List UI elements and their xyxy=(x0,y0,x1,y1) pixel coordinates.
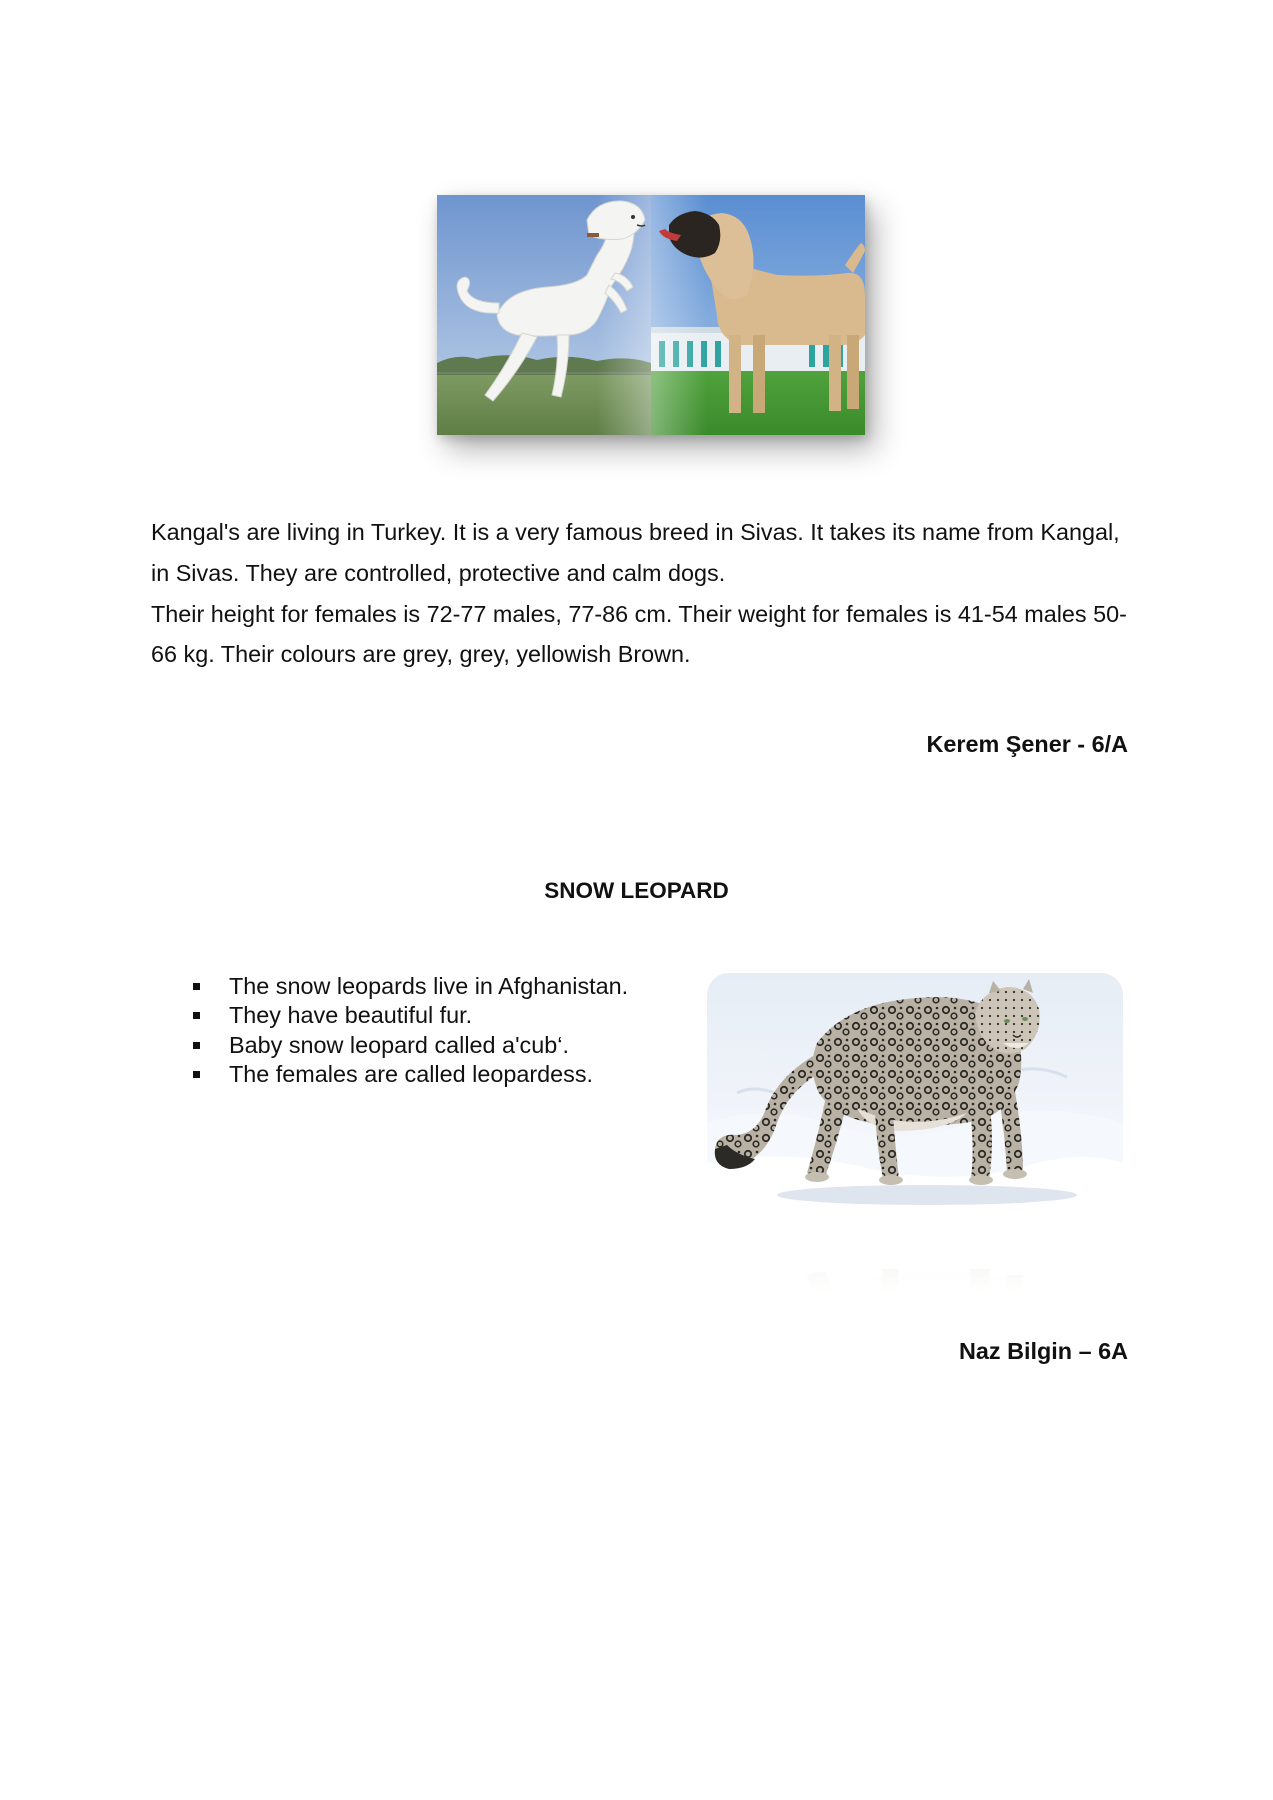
fact-text: They have beautiful fur. xyxy=(229,1002,473,1029)
fact-text: Baby snow leopard called a'cub‘. xyxy=(229,1031,569,1058)
kangal-author: Kerem Şener - 6/A xyxy=(926,731,1128,757)
bullet-icon xyxy=(193,983,200,990)
list-item xyxy=(190,1031,628,1060)
kangal-photo xyxy=(437,195,865,435)
snow-leopard-facts xyxy=(190,972,628,1089)
snow-leopard-photo xyxy=(707,973,1123,1223)
kangal-paragraph-1: Kangal's are living in Turkey. It is a very famous breed in Sivas. It takes its name from Kangal, in Sivas. They are controlled, protective and calm dogs. xyxy=(151,519,1120,586)
snow-leopard-author: Naz Bilgin – 6A xyxy=(959,1338,1128,1364)
section-title: SNOW LEOPARD xyxy=(544,878,729,903)
list-item xyxy=(190,1060,628,1089)
bullet-icon xyxy=(193,1042,200,1049)
list-item xyxy=(190,1001,628,1030)
kangal-paragraph-2: Their height for females is 72-77 males, 77-86 cm. Their weight for females is 41-54 males 50-66 kg. Their colours are grey, grey, yellowish Brown. xyxy=(151,600,1127,668)
list-item xyxy=(190,972,628,1001)
bullet-icon xyxy=(193,1012,200,1019)
snow-leopard-reflection xyxy=(707,1225,1123,1291)
fact-text: The females are called leopardess. xyxy=(229,1060,594,1087)
kangal-description xyxy=(151,512,1129,675)
bullet-icon xyxy=(193,1071,200,1078)
fact-text: The snow leopards live in Afghanistan. xyxy=(229,973,629,999)
